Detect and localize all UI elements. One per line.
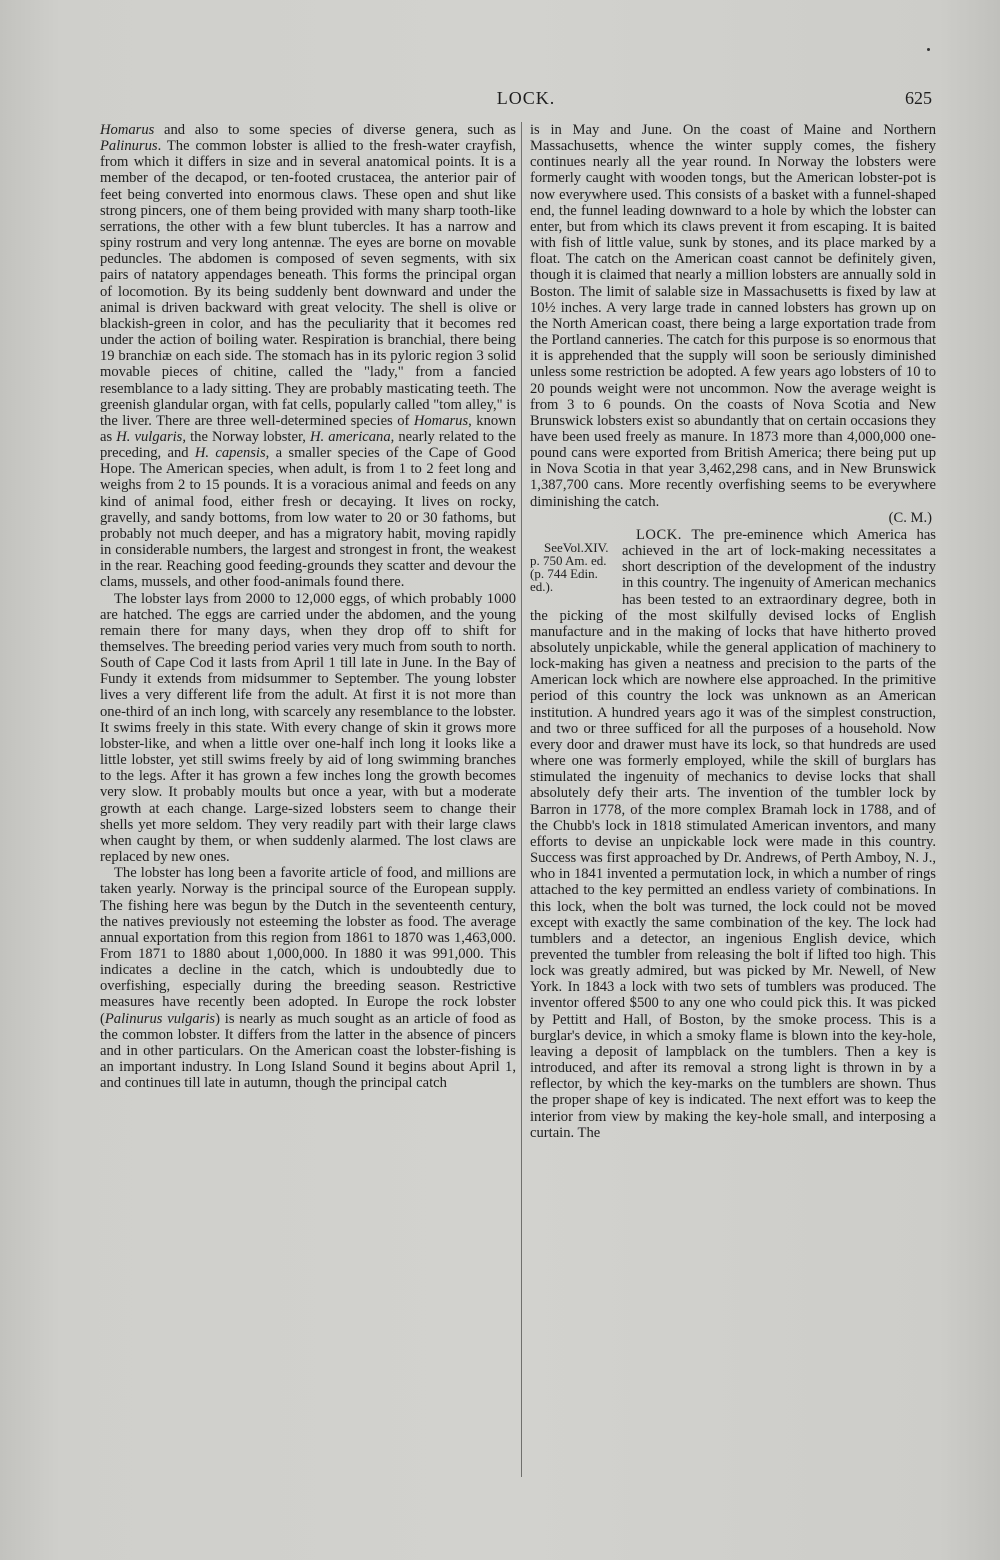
paragraph-text: The lobster has long been a favorite article of food, and millions are taken yearly. Norway is the principal source of the European supply. The fishing here was begun by the Dutch in the seventeenth century, the natives previously not esteeming the lobster as food. The average annual exportation from this region from 1861 to 1870 was 1,463,000. From 1871 to 1880 about 1,000,000. In 1880 it was 991,000. This indicates a decline in the catch, which is undoubtedly due to overfishing, especially during the breeding season. Restrictive measures have recently been adopted. In Europe the rock lobster (: [100, 865, 516, 1027]
italic-term: H. americana: [309, 428, 391, 445]
italic-term: Homarus: [100, 122, 155, 138]
cross-reference-note: SeeVol.XIV. p. 750 Am. ed. (p. 744 Edin. ed.).: [530, 539, 609, 594]
italic-term: Homarus: [413, 412, 469, 429]
paragraph: [100, 865, 516, 1091]
italic-term: H. capensis: [194, 445, 266, 462]
paragraph: is in May and June. On the coast of Maine and Northern Massachusetts, whence the winter supply comes, the fishery continues nearly all the year round. In Norway the lobsters were formerly caught with wooden tongs, but the American lobster-pot is now everywhere used. This consists of a basket with a funnel-shaped end, the funnel leading downward to a hole by which the lobster can enter, but from which its claws prevent it from escaping. It is baited with fish of little value, sunk by stones, and its place marked by a float. The catch on the American coast cannot be definitely given, though it is claimed that nearly a million lobsters are annually sold in Boston. The limit of salable size in Massachusetts is fixed by law at 10½ inches. A very large trade in canned lobsters has grown up on the North American coast, there being a large exportation trade from the Portland canneries. The catch for this purpose is so enormous that it is apprehended that the supply will soon be seriously diminished unless some restriction be adopted. A few years ago lobsters of 10 to 20 pounds weight were not uncommon. Now the average weight is from 3 to 6 pounds. On the coasts of Nova Scotia and New Brunswick lobsters exist so abundantly that on certain occasions they have been used freely as manure. In 1873 more than 4,000,000 one-pound cans were exported from British America; there being put up in Nova Scotia in that year 3,462,298 cans, and in New Brunswick 1,387,700 cans. More recently overfishing seems to be everywhere diminishing the catch.: [530, 122, 936, 510]
column-rule: [521, 122, 522, 1477]
italic-term: Palinurus vulgaris: [104, 1010, 216, 1027]
page-header: [0, 88, 1000, 112]
right-column: [530, 122, 936, 1141]
running-head: LOCK.: [496, 88, 556, 108]
entry-headword: LOCK.: [636, 526, 682, 543]
paragraph: [100, 122, 516, 591]
italic-term: Palinurus: [100, 138, 158, 155]
paragraph-text: and also to some species of diverse genera, such as Palinurus. The common lobster is allied to the fresh-water crayfish, from which it differs in size and in several anatomical points. It is a member of the decapod, or ten-footed crustacea, the anterior pair of feet being converted into enormous claws. These open and shut like strong pincers, one of them being provided with many sharp tooth-like serrations, the other with a few blunt tubercles. It has a narrow and spiny rostrum and very long antennæ. The eyes are borne on movable peduncles. The abdomen is composed of seven segments, with six pairs of natatory appendages beneath. This forms the principal organ of locomotion. By its being suddenly bent downward and under the animal is driven backward with great velocity. The shell is olive or blackish-green in color, and has the peculiarity that it becomes red under the action of boiling water. Respiration is branchial, there being 19 branchiæ on each side. The stomach has in its pyloric region 3 solid movable pieces of chitine, called the "lady," from a fancied resemblance to a lady sitting. They are probably masticating teeth. The greenish glandular organ, with fat cells, popularly called "tom alley," is the liver. There are three well-determined species of Homarus, known as H. vulgaris, the Norway lobster, H. americana, nearly related to the preceding, and H. capensis, a smaller species of the Cape of Good Hope. The American species, when adult, is from 1 to 2 feet long and weighs from 2 to 15 pounds. It is a voracious animal and feeds on any kind of animal food, either fresh or decaying. It lives on rocky, gravelly, and sandy bottoms, from low water to 20 or 30 fathoms, but probably not much deeper, and has a migratory habit, moving rapidly in considerable numbers, the largest and strongest in front, the weakest in the rear. Reaching good feeding-grounds they scatter and devour the clams, mussels, and other food-animals found there.: [100, 122, 516, 591]
author-initials: (C. M.): [888, 509, 932, 526]
encyclopedia-entry: [530, 527, 936, 1141]
page-number: 625: [905, 88, 932, 108]
left-column: [100, 122, 516, 1091]
italic-term: H. vulgaris: [116, 428, 183, 445]
paragraph-text: ) is nearly as much sought as an article of food as the common lobster. It differs from the latter in the absence of pincers and in other particulars. On the American coast the lobster-fishing is an important industry. In Long Island Sound it begins about April 1, and continues till late in autumn, though the principal catch: [100, 1010, 516, 1092]
paragraph-text: SeeVol.XIV. p. 750 Am. ed. (p. 744 Edin. ed.). The pre-eminence which America has achieved in the art of lock-making necessitates a short description of the development of the industry in this country. The ingenuity of American mechanics has been tested to an extraordinary degree, both in the picking of the most skilfully devised locks of English manufacture and in the making of locks that have hitherto proved absolutely unpickable, while the general application of machinery to lock-making has given a neatness and precision to the parts of the American lock which are nowhere else approached. In the primitive period of this country the lock was unknown as an American institution. A hundred years ago it was of the simplest construction, and two or three sufficed for all the purposes of a household. Now every door and drawer must have its lock, so that hundreds are used where one was formerly employed, while the skill of burglars has stimulated the ingenuity of mechanics to devise locks that shall absolutely defy their arts. The invention of the tumbler lock by Barron in 1778, of the more complex Bramah lock in 1788, and of the Chubb's lock in 1818 stimulated American inventors, and many efforts to devise an unpickable lock were made in this country. Success was first approached by Dr. Andrews, of Perth Amboy, N. J., who in 1841 invented a permutation lock, in which a number of rings attached to the key permitted an endless variety of combinations. In this lock, when the bolt was turned, the lock could not be moved except with exactly the same combination of the key. The lock had tumblers and a detector, an ingenious English device, which prevented the tumbler from releasing the bolt if lifted too high. This lock was greatly admired, but was picked by Mr. Newell, of New York. In 1843 a lock with two sets of tumblers was produced. The inventor offered $500 to any one who could pick this. It was picked by Pettitt and Hall, of Boston, by the smoke process. This is a burglar's device, in which a smoky flame is blown into the key-hole, leaving a deposit of lampblack on the tumblers. Then a key is introduced, and after its removal a strong light is thrown in by a reflector, by which the key-marks on the tumblers are shown. Thus the proper shape of key is indicated. The next effort was to keep the interior from view by making the key-hole small, and interposing a curtain. The: [530, 526, 936, 1141]
paragraph: [530, 527, 936, 1141]
paragraph: The lobster lays from 2000 to 12,000 eggs, of which probably 1000 are hatched. The eggs are carried under the abdomen, and the young remain there for many days, when they drop off to shift for themselves. The breeding period varies very much from south to north. South of Cape Cod it lasts from April 1 till late in June. In the Bay of Fundy it extends from midsummer to September. The young lobster lives a very different life from the adult. At first it is not more than one-third of an inch long, with scarcely any resemblance to the lobster. It swims freely in this state. With every change of skin it grows more lobster-like, and when a little over one-half inch long it looks like a little lobster, yet still swims freely by aid of long swimming branches to the legs. After it has grown a few inches long the growth becomes very slow. It probably moults but once a year, with but a moderate growth at each change. Large-sized lobsters seem to change their shells yet more seldom. They very readily part with their large claws when caught by them, or when suddenly alarmed. The lost claws are replaced by new ones.: [100, 590, 516, 866]
page-speck: [927, 48, 930, 51]
